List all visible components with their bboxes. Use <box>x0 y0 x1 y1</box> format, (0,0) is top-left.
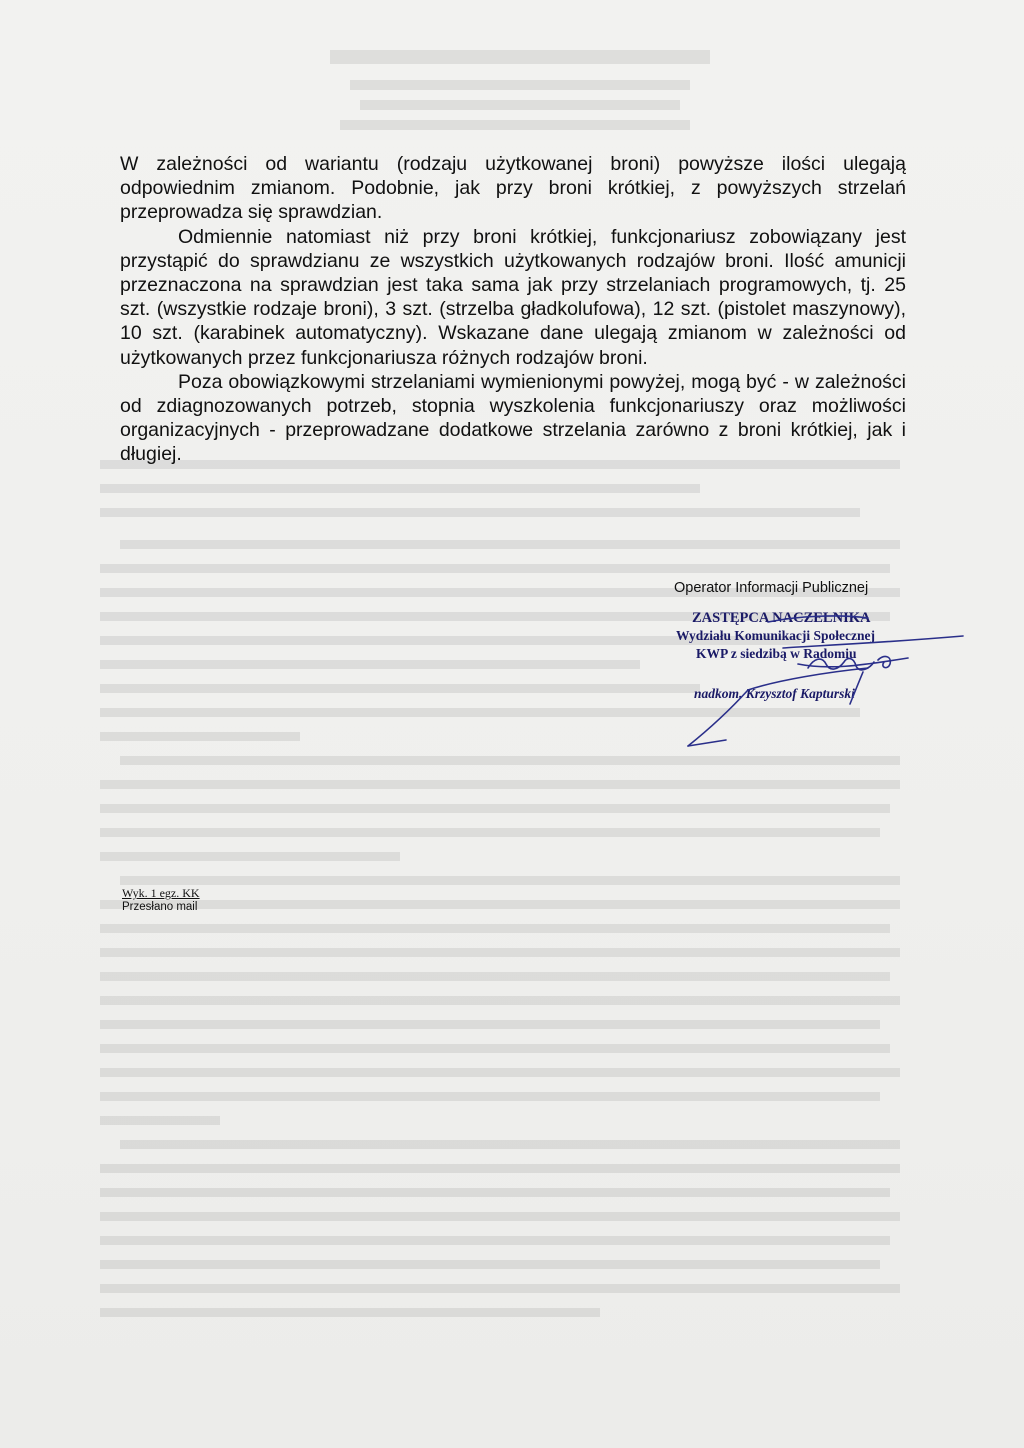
paragraph-1: W zależności od wariantu (rodzaju użytkowanej broni) powyższe ilości ulegają odpowiednim zmianom. Podobnie, jak przy broni krótkiej, z powyższych strzelań przeprowadza się sprawdzian. <box>120 153 906 224</box>
copy-note: Wyk. 1 egz. KK <box>122 886 200 900</box>
sent-note: Przesłano mail <box>122 901 198 913</box>
paragraph-2: Odmiennie natomiast niż przy broni krótkiej, funkcjonariusz zobowiązany jest przystąpić do sprawdzianu ze wszystkich użytkowanych rodzajów broni. Ilość amunicji przeznaczona na sprawdzian jest taka sama jak przy strzelaniach programowych, tj. 25 szt. (wszystkie rodzaje broni), 3 szt. (strzelba gładkolufowa), 12 szt. (pistolet maszynowy), 10 szt. (karabinek automatyczny). Wskazane dane ulegają zmianom w zależności od użytkowanych przez funkcjonariusza różnych rodzajów broni. <box>120 225 906 369</box>
paragraph-3: Poza obowiązkowymi strzelaniami wymienionymi powyżej, mogą być - w zależności od zdiagnozowanych potrzeb, stopnia wyszkolenia funkcjonariuszy oraz możliwości organizacyjnych - przeprowadzane dodatkowe strzelania zarówno z broni krótkiej, jak i długiej. <box>120 370 906 466</box>
stamp-name: nadkom. Krzysztof Kapturski <box>694 686 855 701</box>
official-stamp <box>668 606 968 756</box>
stamp-title: ZASTĘPCA NACZELNIKA <box>692 610 871 626</box>
handwritten-signature <box>608 606 968 756</box>
operator-label: Operator Informacji Publicznej <box>674 580 869 596</box>
document-footer <box>122 886 200 913</box>
stamp-location: KWP z siedzibą w Radomiu <box>696 646 857 661</box>
document-body <box>120 152 906 467</box>
stamp-department: Wydziału Komunikacji Społecznej <box>676 628 876 643</box>
